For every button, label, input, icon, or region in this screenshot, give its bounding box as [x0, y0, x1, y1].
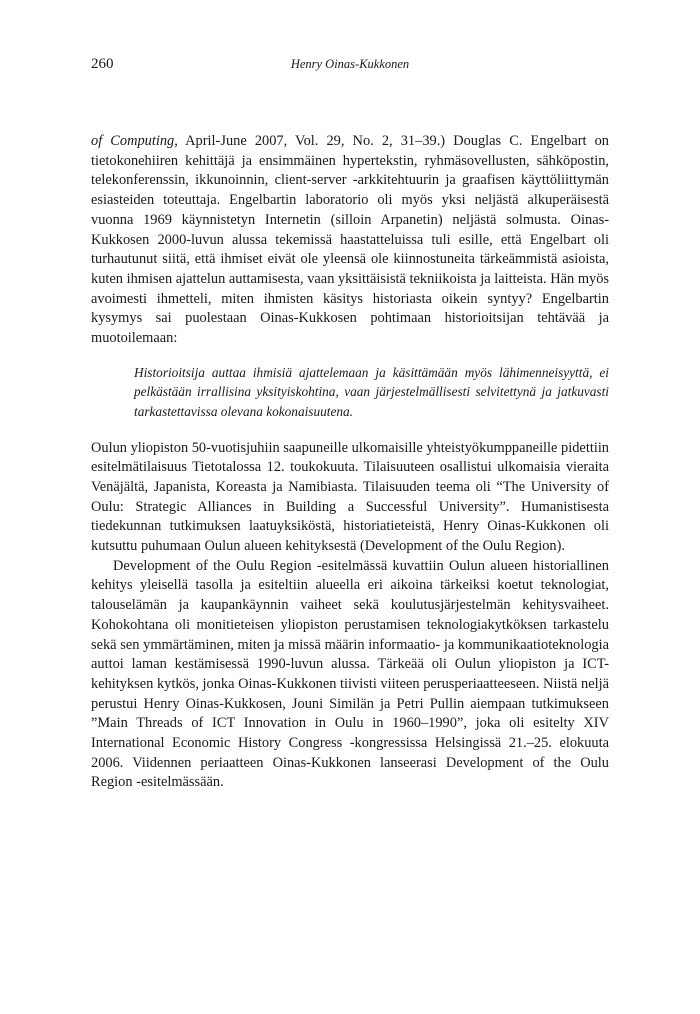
- running-head: [91, 54, 609, 74]
- document-page: [91, 0, 609, 1014]
- running-title: Henry Oinas-Kukkonen: [290, 57, 410, 71]
- paragraph-3: Development of the Oulu Region -esitelmässä kuvattiin Oulun alueen historiallinen kehitys yleisellä tasolla ja esiteltiin alueella eri aikoina tärkeiksi koetut teknologiat, talouselämän ja kaupankäynnin vaiheet sekä koulutusjärjestelmän kehitysvaiheet. Kohokohtana oli monitieteisen yliopiston perustamisen teknologiakytköksen tarkastelu sekä sen ymmärtäminen, miten ja missä määrin informaatio- ja kommunikaatioteknologia auttoi laman kestämisessä 1990-luvun alussa. Tärkeää oli Oulun yliopiston ja ICT-kehityksen kytkös, jonka Oinas-Kukkonen tiivisti viiteen perusperiaatteeseen. Niistä neljä perustui Henry Oinas-Kukkosen, Jouni Similän ja Petri Pullin aiempaan tutkimukseen ”Main Threads of ICT Innovation in Oulu in 1960–1990”, joka oli esitelty XIV International Economic History Congress -kongressissa Helsingissä 21.–25. elokuuta 2006. Viidennen periaatteen Oinas-Kukkonen lanseerasi Development of the Oulu Region -esitelmässään.: [91, 557, 609, 791]
- block-quote: Historioitsija auttaa ihmisiä ajattelemaan ja käsittämään myös lähimenneisyyttä, ei pelkästään irrallisina yksityiskohtina, vaan järjestelmällisesti selvitettynä ja jatkuvasti tarkastettavissa olevana kokonaisuutena.: [134, 364, 609, 419]
- paragraph-1-text: , April-June 2007, Vol. 29, No. 2, 31–39.) Douglas C. Engelbart on tietokonehiiren kehittäjä ja ensimmäinen hypertekstin, ryhmäsovellusten, sähköpostin, telekonferenssin, ikkunoinnin, client-server -arkkitehtuurin ja graafisen käyttöliittymän esiasteiden toteuttaja. Engelbartin laboratorio oli myös yksi neljästä alkuperäisestä vuonna 1969 käynnistetyn Internetin (silloin Arpanetin) neljästä solmusta. Oinas-Kukkosen 2000-luvun alussa tekemissä haastatteluissa tuli esille, että Engelbart oli turhautunut siitä, että ihmiset eivät ole yleensä ole kiinnostuneita tärkeämmistä asioista, kuten ihmisen ajattelun auttamisesta, vaan yksittäisistä tekniikoista ja laitteista. Hän myös avoimesti ihmetteli, miten ihmisten käsitys historiasta oikein syntyy? Engelbartin kysymys sai puolestaan Oinas-Kukkosen pohtimaan historioitsijan tehtävää ja muotoilemaan:: [91, 133, 609, 347]
- paragraph-1: [91, 132, 609, 349]
- paragraph-2: Oulun yliopiston 50-vuotisjuhiin saapuneille ulkomaisille yhteistyökumppaneille pidettiin esitelmätilaisuus Tietotalossa 12. toukokuuta. Tilaisuuteen osallistui ulkomaisia vieraita Venäjältä, Japanista, Koreasta ja Namibiasta. Tilaisuuden teema oli “The University of Oulu: Strategic Alliances in Building a Successful University”. Humanistisesta tiedekunnan tutkimuksen laatuyksiköstä, historiatieteistä, Henry Oinas-Kukkonen oli kutsuttu puhumaan Oulun alueen kehityksestä (Development of the Oulu Region).: [91, 439, 610, 555]
- page-number: 260: [91, 56, 114, 72]
- body-text: [91, 132, 609, 793]
- journal-title: of Computing: [91, 133, 175, 149]
